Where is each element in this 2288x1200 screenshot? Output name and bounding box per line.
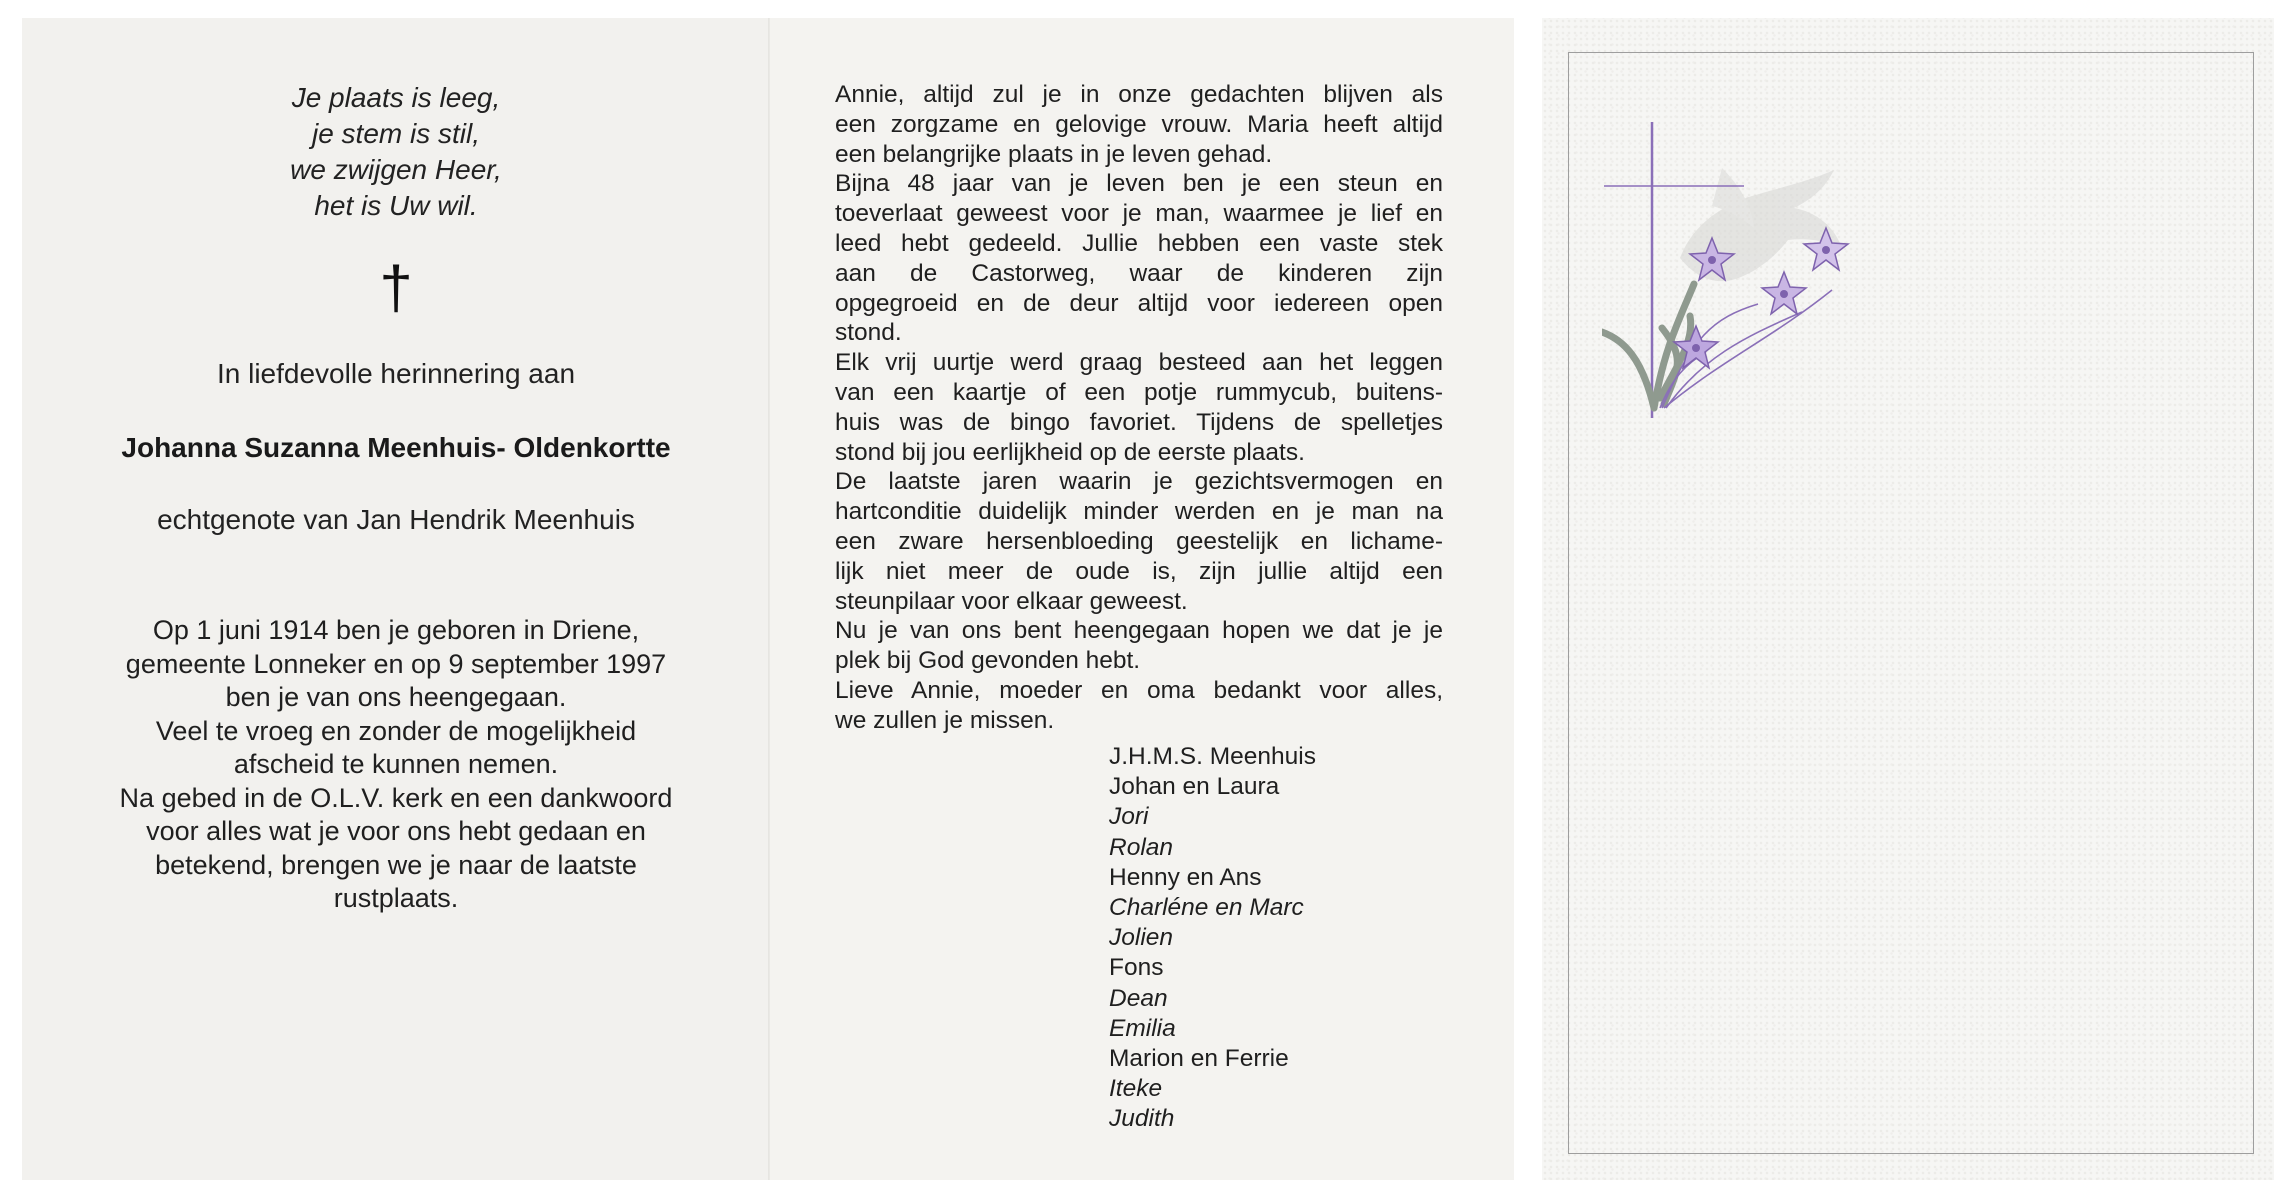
signature-name: Emilia (1109, 1014, 1176, 1042)
memorial-line: van een kaartje of een potje rummycub, buitens- (835, 378, 1443, 406)
life-line: afscheid te kunnen nemen. (233, 749, 559, 779)
signature-name: Marion en Ferrie (1109, 1045, 1289, 1073)
spouse-line: echtgenote van Jan Hendrik Meenhuis (157, 504, 635, 535)
signature-name: Judith (1109, 1105, 1175, 1133)
signature-name: Charléne en Marc (1109, 894, 1304, 922)
card-middle-panel (770, 18, 1514, 1180)
poem-line: Je plaats is leeg, (291, 82, 501, 113)
poem-line: het is Uw wil. (314, 190, 478, 221)
memorial-line: een belangrijke plaats in je leven gehad. (835, 140, 1273, 168)
memorial-line: toeverlaat geweest voor je man, waarmee je lief en (835, 200, 1443, 228)
memorial-line: Nu je van ons bent heengegaan hopen we dat je je (835, 617, 1443, 645)
memorial-line: steunpilaar voor elkaar geweest. (835, 587, 1188, 615)
signature-name: Rolan (1109, 833, 1174, 861)
life-line: voor alles wat je voor ons hebt gedaan en (146, 816, 646, 846)
memorial-line: aan de Castorweg, waar de kinderen zijn (835, 259, 1443, 287)
memorial-line: een zorgzame en gelovige vrouw. Maria heeft altijd (835, 110, 1443, 138)
cover-illustration (1602, 108, 1862, 438)
memorial-line: Lieve Annie, moeder en oma bedankt voor alles, (835, 676, 1443, 704)
poem-line: je stem is stil, (311, 118, 481, 149)
family-signatures (1109, 742, 1316, 1135)
memorial-line: een zware hersenbloeding geestelijk en lichame- (835, 527, 1443, 555)
poem-line: we zwijgen Heer, (290, 154, 502, 185)
signature-name: J.H.M.S. Meenhuis (1109, 743, 1316, 770)
memorial-line: Elk vrij uurtje werd graag besteed aan het leggen (835, 349, 1443, 377)
memorial-text (835, 80, 1443, 736)
signature-name: Fons (1109, 954, 1164, 982)
memorial-line: opgegroeid en de deur altijd voor iedereen open (835, 289, 1443, 317)
life-line: Na gebed in de O.L.V. kerk en een dankwoord (119, 782, 673, 813)
memorial-line: hartconditie duidelijk minder werden en je man na (835, 498, 1443, 526)
life-line: Op 1 juni 1914 ben je geboren in Driene, (152, 615, 640, 645)
memorial-line: Annie, altijd zul je in onze gedachten blijven als (835, 81, 1443, 108)
signature-name: Jori (1109, 803, 1149, 831)
life-line: betekend, brengen we je naar de laatste (155, 849, 637, 880)
memorial-heading: In liefdevolle herinnering aan (216, 358, 576, 389)
memorial-line: stond. (835, 319, 902, 347)
signature-name: Dean (1109, 984, 1168, 1012)
life-line: rustplaats. (333, 883, 459, 913)
memorial-line: we zullen je missen. (835, 706, 1055, 734)
poem (22, 80, 770, 224)
memorial-line: leed hebt gedeeld. Jullie hebben een vaste stek (835, 229, 1443, 257)
life-line: ben je van ons heengegaan. (225, 682, 567, 712)
memorial-line: De laatste jaren waarin je gezichtsvermogen en (835, 468, 1443, 496)
memorial-line: stond bij jou eerlijkheid op de eerste plaats. (835, 438, 1305, 466)
signature-name: Henny en Ans (1109, 863, 1262, 891)
signature-name: Iteke (1109, 1075, 1163, 1103)
memorial-line: lijk niet meer de oude is, zijn jullie altijd een (835, 557, 1443, 585)
memorial-line: Bijna 48 jaar van je leven ben je een steun en (835, 170, 1443, 198)
deceased-name: Johanna Suzanna Meenhuis- Oldenkortte (121, 432, 671, 463)
memorial-line: plek bij God gevonden hebt. (835, 647, 1141, 675)
card-cover-panel (1542, 18, 2274, 1180)
signature-name: Johan en Laura (1109, 773, 1280, 801)
life-line: gemeente Lonneker en op 9 september 1997 (125, 648, 667, 679)
life-summary (22, 614, 770, 916)
cross-icon: † (379, 254, 413, 321)
signature-name: Jolien (1109, 924, 1174, 952)
card-left-panel (22, 18, 770, 1180)
life-line: Veel te vroeg en zonder de mogelijkheid (155, 715, 637, 746)
memorial-line: huis was de bingo favoriet. Tijdens de spelletjes (835, 408, 1443, 436)
